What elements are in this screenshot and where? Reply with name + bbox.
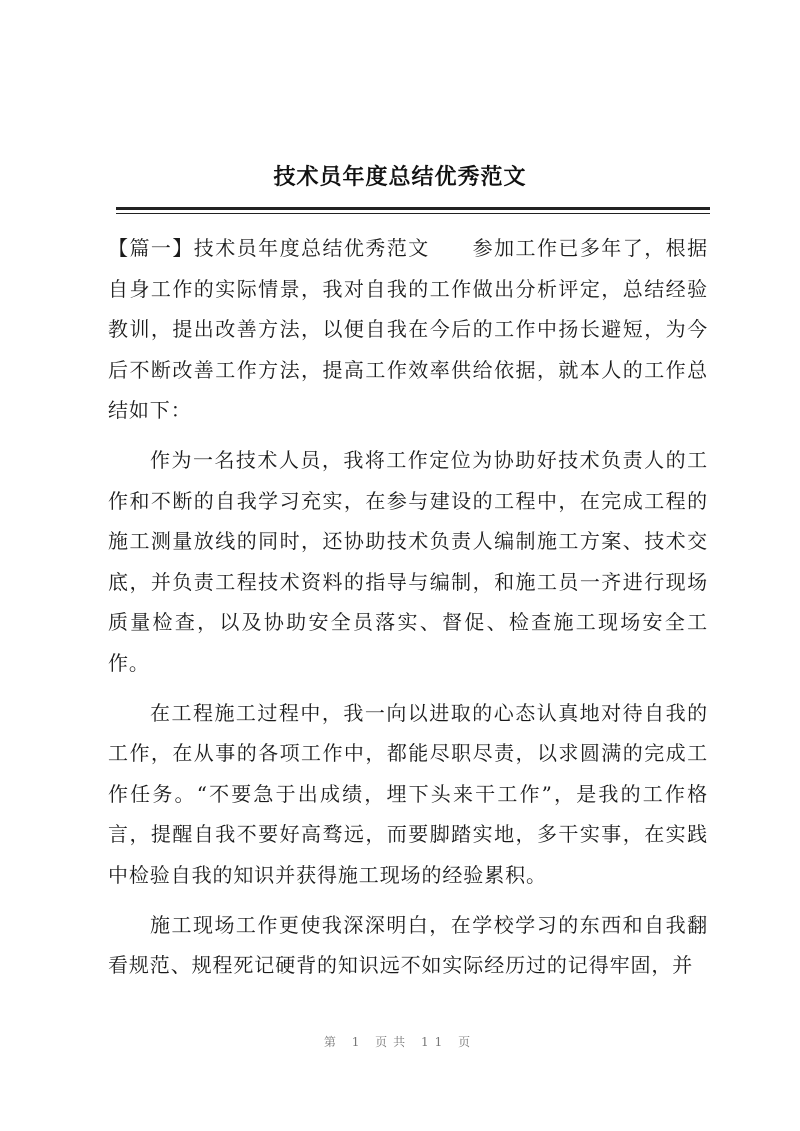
page-footer: 第 1 页共 11 页 [323, 1035, 477, 1049]
paragraph-2: 作为一名技术人员，我将工作定位为协助好技术负责人的工作和不断的自我学习充实，在参与建设的工程中，在完成工程的施工测量放线的同时，还协助技术负责人编制施工方案、技术交底，并负责工程技术资料的指导与编制，和施工员一齐进行现场质量检查，以及协助安全员落实、督促、检查施工现场安全工作。 [108, 447, 708, 675]
paragraph-3: 在工程施工过程中，我一向以进取的心态认真地对待自我的工作，在从事的各项工作中，都能尽职尽责，以求圆满的完成工作任务。“不要急于出成绩，埋下头来干工作”，是我的工作格言，提醒自我不要好高骛远，而要脚踏实地，多干实事，在实践中检验自我的知识并获得施工现场的经验累积。 [108, 700, 708, 887]
document-body [108, 228, 708, 986]
paragraph-1: 【篇一】技术员年度总结优秀范文 参加工作已多年了，根据自身工作的实际情景，我对自我的工作做出分析评定，总结经验教训，提出改善方法，以便自我在今后的工作中扬长避短，为今后不断改善工作方法，提高工作效率供给依据，就本人的工作总结如下： [108, 236, 708, 423]
paragraph-4: 施工现场工作更使我深深明白，在学校学习的东西和自我翻看规范、规程死记硬背的知识远不如实际经历过的记得牢固，并 [108, 912, 708, 978]
title-divider [116, 207, 710, 210]
document-title: 技术员年度总结优秀范文 [273, 165, 527, 190]
